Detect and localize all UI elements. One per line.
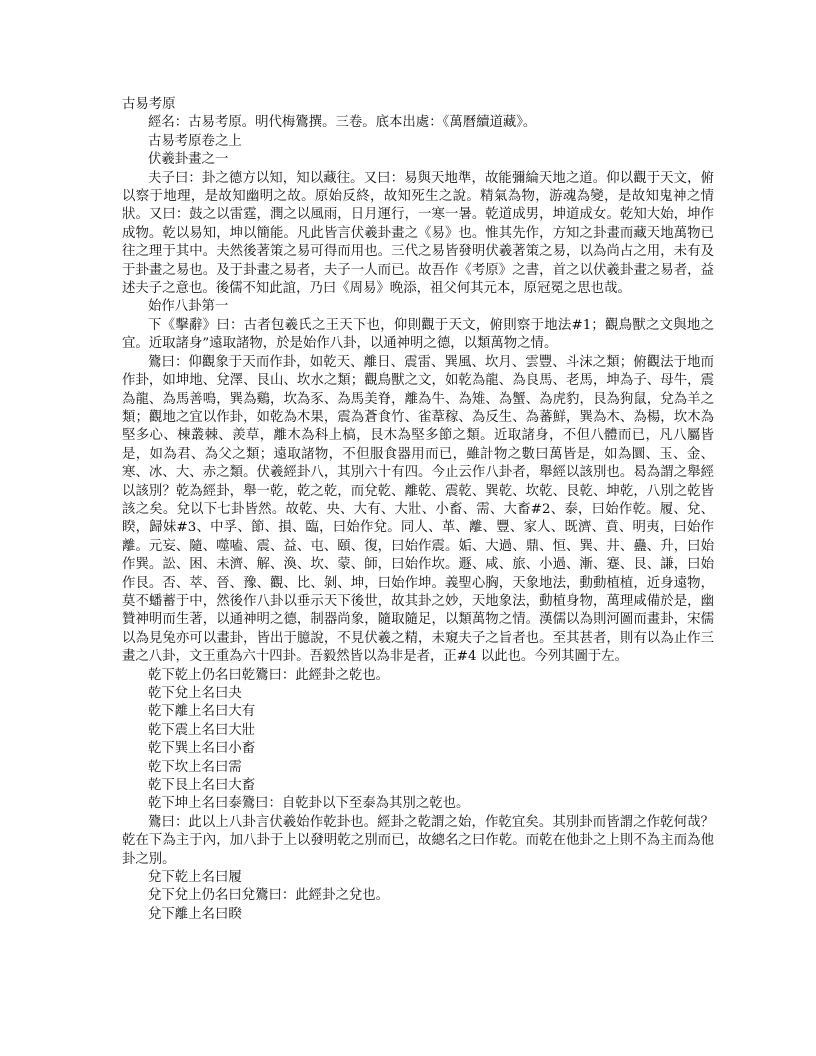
hexagram-line: 乾下坤上名曰泰鷟曰：自乾卦以下至泰為其別之乾也。 <box>148 796 470 812</box>
hexagram-line: 乾下巽上名曰小畜 <box>148 741 256 757</box>
hexagram-line: 乾下兌上名曰夬 <box>148 686 242 701</box>
hexagram-line: 乾下震上名曰大壯 <box>148 722 256 738</box>
hexagram-line: 兌下兌上仍名曰兌鷟曰：此經卦之兌也。 <box>148 888 390 904</box>
hexagram-line: 乾下乾上仍名曰乾鷟曰：此經卦之乾也。 <box>148 667 390 683</box>
hexagram-line: 乾下離上名曰大有 <box>148 704 256 720</box>
document-title: 古易考原 <box>122 97 176 112</box>
section-2-paragraph-3: 鷟曰：此以上八卦言伏羲始作乾卦也。經卦之乾謂之始，作乾宜矣。其別卦而皆謂之作乾何哉？乾在下為主于內，加八卦于上以發明乾之別而已，故總名之曰作乾。而乾在他卦之上則不為主而為他卦之別。 <box>122 814 714 867</box>
document-page <box>122 96 714 924</box>
section-2-paragraph-2: 鷟曰：仰觀象于天而作卦，如乾天、離日、震雷、巽風、坎月、雲豐、斗沫之類；俯觀法于地而作卦，如坤地、兌澤、艮山、坎水之類；觀鳥獸之文，如乾為龍、為良馬、老馬，坤為子、母牛，震為龍、為馬善鳴，巽為鷄，坎為豕、為馬美脊，離為牛、為雉、為蟹、為虎豹，艮為狗鼠，兌為羊之類；觀地之宜以作卦，如乾為木果，震為蒼食竹、雀葦稼、為反生、為蕃鮮，巽為木、為楊，坎木為堅多心、棟叢棘、羨草，離木為科上槁，艮木為堅多節之類。近取諸身，不但八體而已，凡八屬皆是，如為君、為父之類；遠取諸物，不但服食器用而已，雖計物之數曰萬皆是，如為圜、玉、金、寒、冰、大、赤之類。伏羲經卦八，其別六十有四。今止云作八卦者，舉經以該別也。曷為謂之舉經以該別？乾為經卦，舉一乾，乾之乾，而兌乾、離乾、震乾、巽乾、坎乾、艮乾、坤乾，八別之乾皆該之矣。兌以下七卦皆然。故乾、央、大有、大壯、小畜、需、大畜#2、泰，曰始作乾。履、兌、睽，歸妹#3、中孚、節、損、臨，曰始作兌。同人、革、離、豐、家人、既濟、賁、明夷，曰始作離。元妄、隨、噬嗑、震、益、屯、頤、復，曰始作震。姤、大過、鼎、恒、巽、井、蠱、升，曰始作巽。訟、困、未濟、解、渙、坎、蒙、師，曰始作坎。遯、咸、旅、小過、漸、蹇、艮、謙，曰始作艮。否、萃、晉、豫、觀、比、剝、坤，曰始作坤。義聖心胸，天象地法，動動植植，近身遠物，莫不蟠蓄于中，然後作八卦以垂示天下後世，故其卦之妙，天地象法，動植身物，萬理咸備於是，幽贊神明而生著，以通神明之德，制器尚象，隨取隨足，以類萬物之情。漢儒以為則河圖而畫卦，宋儒以為見兔亦可以畫卦，皆出于臆說，不見伏羲之精，未窺夫子之旨者也。至其甚者，則有以為止作三畫之八卦，文王重為六十四卦。吾毅然皆以為非是者，正#4 以此也。今列其圖于左。 <box>122 354 714 665</box>
hexagram-line: 兌下乾上名曰履 <box>148 870 242 886</box>
section-1-paragraph: 夫子曰：卦之德方以知，知以藏往。又曰：易與天地準，故能彌綸天地之道。仰以觀于天文，俯以察于地理，是故知幽明之故。原始反終，故知死生之說。精氣為物，游魂為變，是故知鬼神之情狀。又曰：鼓之以雷霆，潤之以風雨，日月運行，一寒一暑。乾道成男，坤道成女。乾知大始，坤作成物。乾以易知，坤以簡能。凡此皆言伏羲卦畫之《易》也。惟其先作，方知之卦畫而藏天地萬物已往之理于其中。夫然後著策之易可得而用也。三代之易皆發明伏羲著策之易，以為尚占之用，未有及于卦畫之易也。及于卦畫之易者，夫子一人而已。故吾作《考原》之書，首之以伏羲卦畫之易者，益述夫子之意也。後儒不知此誼，乃曰《周易》晚添，祖父何其元本，原冠冕之思也哉。 <box>122 170 714 297</box>
hexagram-line: 乾下坎上名曰需 <box>148 759 242 775</box>
hexagram-line: 兌下離上名曰睽 <box>148 906 242 922</box>
document-intro: 經名：古易考原。明代梅鷟撰。三卷。底本出處：《萬曆續道藏》。 <box>148 115 537 131</box>
section-2-paragraph-1: 下《擊辭》曰：古者包羲氏之王天下也，仰則觀于天文，俯則察于地法#1；觀鳥獸之文與地之宜。近取諸身”遠取諸物，於是始作八卦，以通神明之德，以類萬物之情。 <box>122 317 714 352</box>
hexagram-line: 乾下艮上名曰大畜 <box>148 778 256 794</box>
section-heading-2: 始作八卦第一 <box>148 299 229 315</box>
section-heading-1: 伏羲卦畫之一 <box>148 152 229 168</box>
volume-heading: 古易考原卷之上 <box>148 133 242 149</box>
